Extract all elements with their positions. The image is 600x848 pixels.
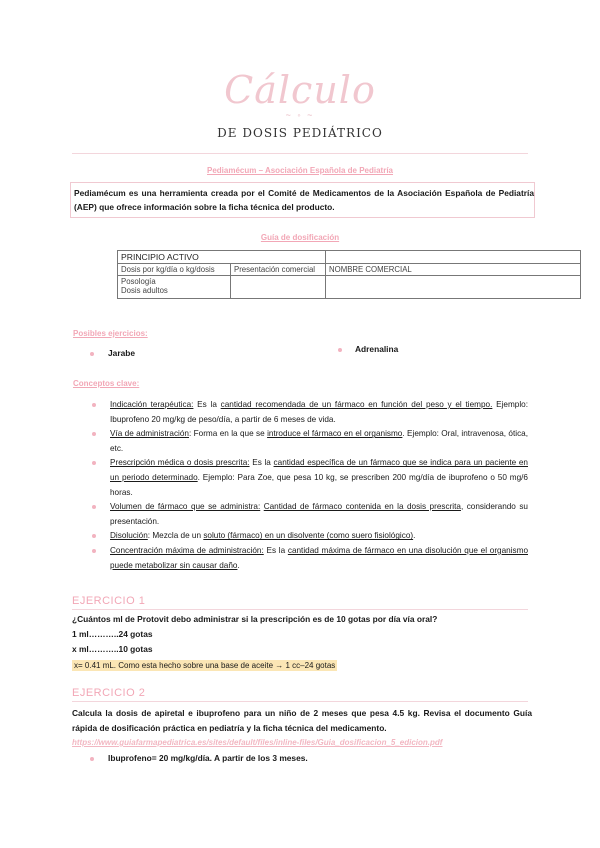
posologia-label: Posología [121,277,156,286]
dosing-table [117,250,581,299]
list-item: Volumen de fármaco que se administra: Cantidad de fármaco contenida en la dosis prescrita, considerando su presentación. [110,500,528,529]
table-cell-empty [326,276,581,299]
guia-link[interactable]: https://www.guiafarmapediatrica.es/sites/default/files/inline-files/Guia_dosificacion_5_edicion.pdf [72,738,443,747]
pediamecum-box [70,182,535,218]
list-item: Prescripción médica o dosis prescrita: Es la cantidad específica de un fármaco que se indica para un paciente en un periodo determinado. Ejemplo: Para Zoe, que pesa 10 kg, se prescriben 200 mg/día de ibuprofeno o 50 mg/6 horas. [110,456,528,500]
conceptos-list [110,398,528,573]
ejercicio-item-jarabe: Jarabe [108,348,136,358]
title-script: Cálculo [224,68,376,112]
list-item: Indicación terapéutica: Es la cantidad recomendada de un fármaco en función del peso y el tiempo. Ejemplo: Ibuprofeno 20 mg/kg de peso/día, a partir de 6 meses de vida. [110,398,528,427]
list-item: Disolución: Mezcla de un soluto (fármaco) en un disolvente (como suero fisiológico). [110,529,528,544]
divider [72,609,528,610]
title-subtitle: DE DOSIS PEDIÁTRICO [217,126,383,140]
table-cell-dosis: Dosis por kg/día o kg/dosis [118,264,231,276]
pediamecum-text: Pediamécum es una herramienta creada por el Comité de Medicamentos de la Asociación Española de Pediatría (AEP) que ofrece información sobre la ficha técnica del producto. [74,188,534,212]
adultos-label: Dosis adultos [121,286,168,295]
bullet-dot [90,352,94,356]
list-item: Vía de administración: Forma en la que se introduce el fármaco en el organismo. Ejemplo: Oral, intravenosa, ótica, etc. [110,427,528,456]
list-item: Concentración máxima de administración: Es la cantidad máxima de fármaco en una disolución que el organismo puede metabolizar sin causar daño. [110,544,528,573]
divider [72,153,528,154]
ejercicio-item-adrenalina: Adrenalina [355,344,399,354]
ejercicio1-line1: 1 ml………..24 gotas [72,629,153,639]
ejercicio1-title: EJERCICIO 1 [72,595,146,607]
bullet-dot [338,348,342,352]
table-cell-empty [231,276,326,299]
ejercicios-label: Posibles ejercicios: [73,329,148,338]
title-ornament: ~ ◦ ~ [285,110,315,120]
divider [72,701,528,702]
table-cell-principio: PRINCIPIO ACTIVO [118,251,326,264]
ejercicio2-text: Calcula la dosis de apiretal e ibuprofeno para un niño de 2 meses que pesa 4.5 kg. Revisa el documento Guía rápida de dosificación práctica en pediatría y la ficha técnica del medicamento. [72,708,532,733]
ejercicio2-title: EJERCICIO 2 [72,687,146,699]
bullet-dot [90,757,94,761]
ejercicio1-body [72,612,532,673]
table-cell-nombre: NOMBRE COMERCIAL [326,264,581,276]
ejercicio1-answer: x= 0.41 mL. Como esta hecho sobre una base de aceite → 1 cc–24 gotas [74,661,336,670]
table-cell-posologia [118,276,231,299]
guia-heading: Guía de dosificación [260,233,340,242]
ejercicio1-question: ¿Cuántos ml de Protovit debo administrar si la prescripción es de 10 gotas por día vía oral? [72,614,438,624]
ejercicio1-line2: x ml………..10 gotas [72,644,153,654]
table-cell-presentacion: Presentación comercial [231,264,326,276]
ejercicio2-body [72,706,532,749]
conceptos-label: Conceptos clave: [73,379,140,388]
pediamecum-heading: Pediamécum – Asociación Española de Pediatría [207,166,393,175]
ejercicio2-bullet: Ibuprofeno= 20 mg/kg/día. A partir de los 3 meses. [108,753,308,763]
table-cell-empty [326,251,581,264]
